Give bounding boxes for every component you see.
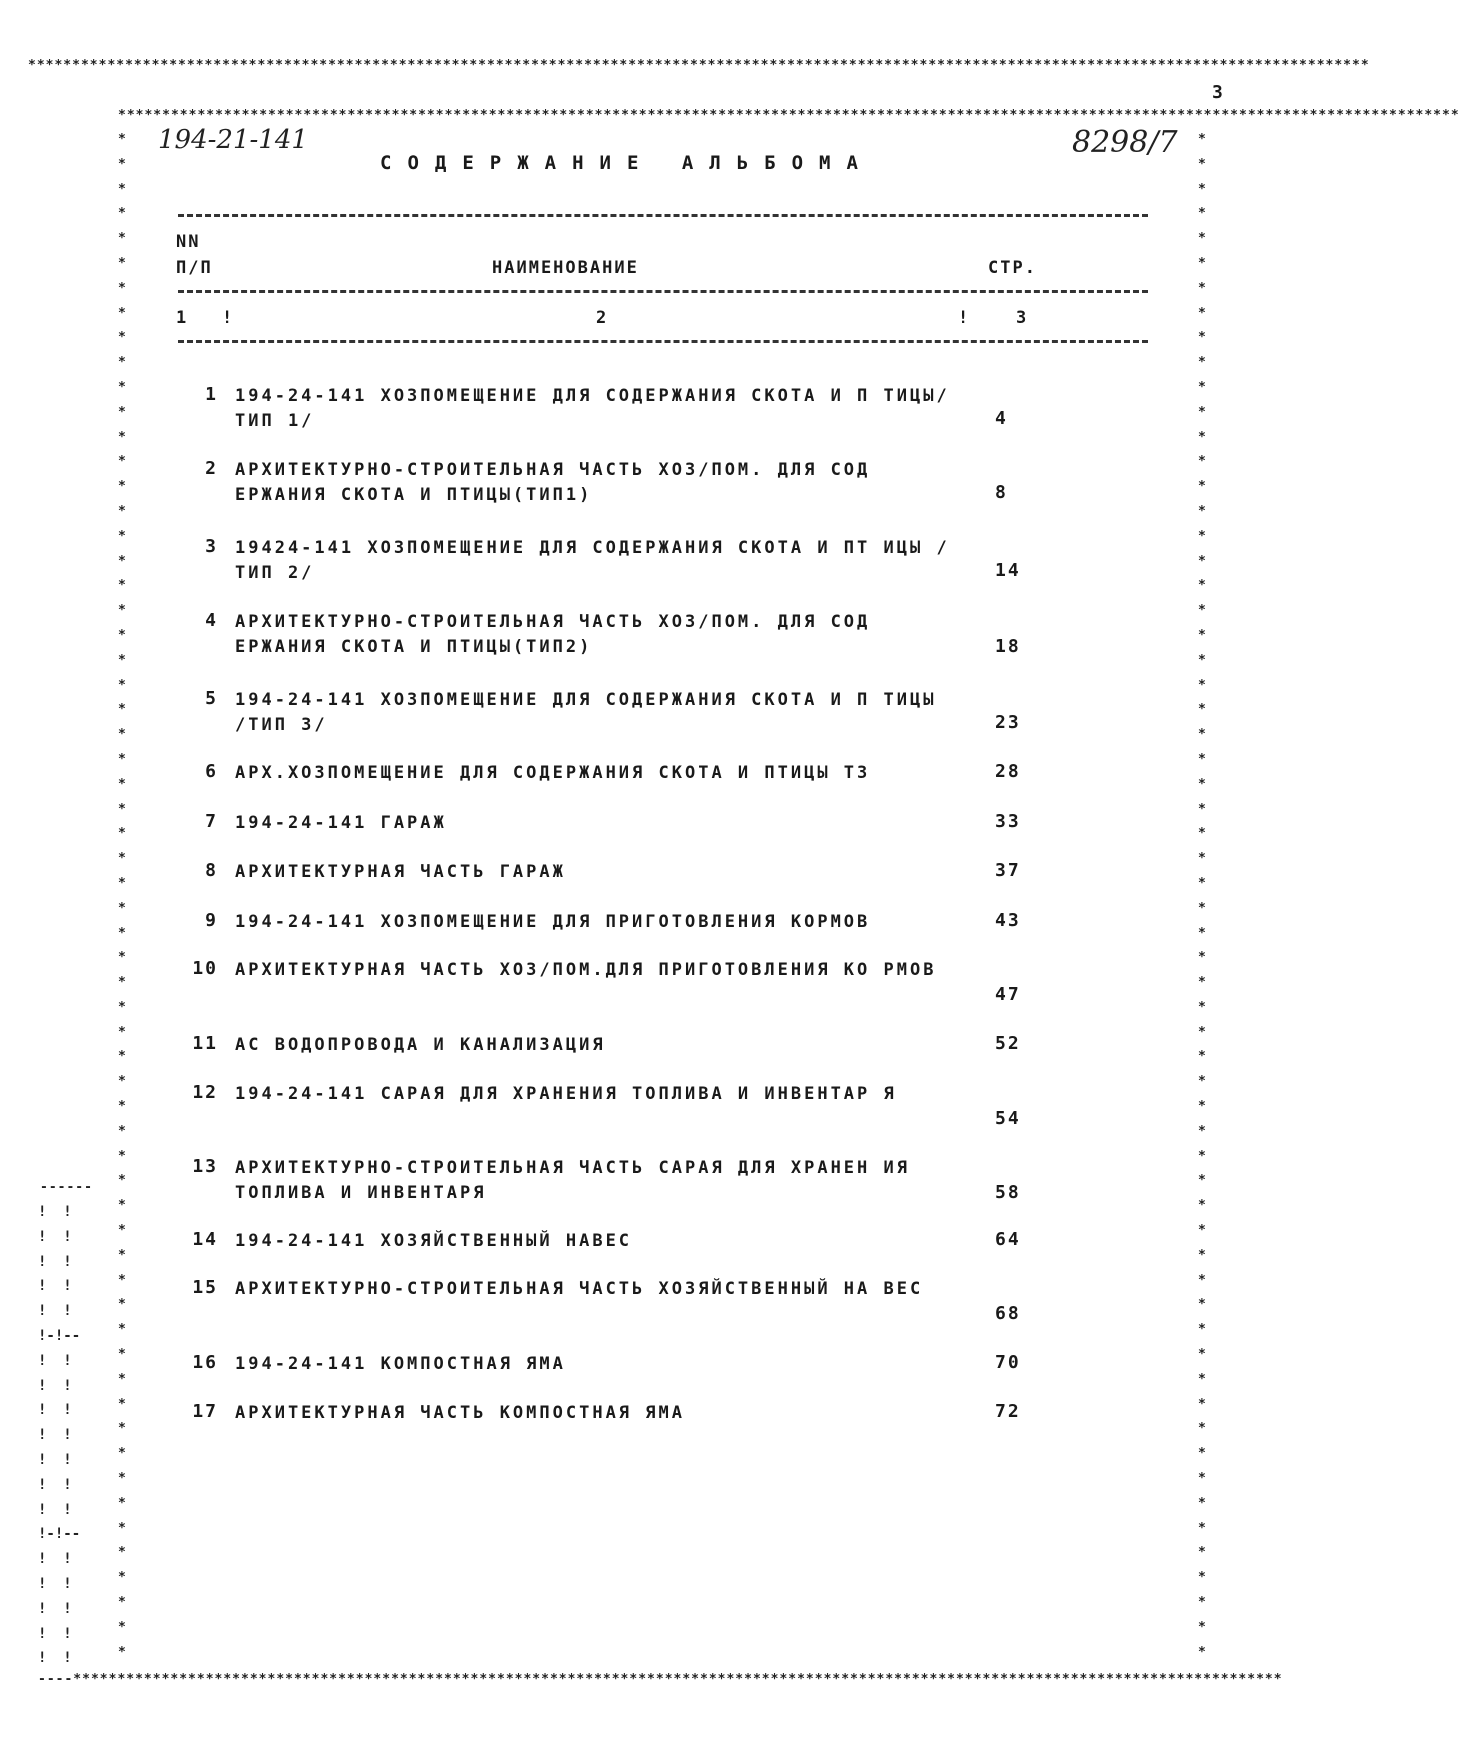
row-title: АС ВОДОПРОВОДА И КАНАЛИЗАЦИЯ — [235, 1035, 606, 1055]
row-number: 1 — [205, 384, 218, 405]
binding-marks: ! ! ! ! ! ! ! ! ! ! !-!-- ! ! ! ! ! ! ! ! ! ! ! ! ! ! !-!-- ! ! ! ! ! ! ! ! ! ! — [38, 1204, 81, 1667]
row-page: 37 — [995, 860, 1021, 881]
bottom-border: ----***************************************************************************************************************************************** — [38, 1672, 1283, 1687]
table-row — [180, 1082, 1060, 1132]
table-row — [180, 458, 1060, 508]
row-number: 12 — [192, 1082, 218, 1103]
row-page: 64 — [995, 1229, 1021, 1250]
table-row — [180, 1033, 1060, 1083]
handwritten-number: 8298/7 — [1072, 125, 1178, 160]
row-page: 43 — [995, 910, 1021, 931]
column-number-2: 2 — [596, 308, 609, 328]
header-bottom-rule — [178, 340, 1148, 343]
row-title: АРХИТЕКТУРНО-СТРОИТЕЛЬНАЯ ЧАСТЬ САРАЯ ДЛЯ ХРАНЕН ИЯ ТОПЛИВА И ИНВЕНТАРЯ — [235, 1158, 910, 1203]
header-page: СТР. — [988, 258, 1037, 278]
right-star-column: * * * * * * * * * * * * * * * * * * * * * * * * * * * * * * * * * * * * * * * * * * * * * * * * * * * * * * * * * * * * * * — [1198, 132, 1206, 1660]
column-number-3: 3 — [1016, 308, 1029, 328]
row-title: АРХИТЕКТУРНО-СТРОИТЕЛЬНАЯ ЧАСТЬ ХОЗ/ПОМ. ДЛЯ СОД ЕРЖАНИЯ СКОТА И ПТИЦЫ(ТИП2) — [235, 612, 871, 657]
table-row — [180, 1352, 1060, 1402]
row-number: 2 — [205, 458, 218, 479]
row-page: 14 — [995, 560, 1021, 581]
row-title: 194-24-141 ГАРАЖ — [235, 813, 447, 833]
page-title: СОДЕРЖАНИЕ АЛЬБОМА — [380, 152, 874, 174]
table-row — [180, 761, 1060, 811]
table-row — [180, 610, 1060, 660]
table-row — [180, 1401, 1060, 1451]
row-page: 18 — [995, 636, 1021, 657]
row-title: 194-24-141 ХОЗЯЙСТВЕННЫЙ НАВЕС — [235, 1231, 633, 1251]
row-page: 72 — [995, 1401, 1021, 1422]
header-nn: NN — [176, 232, 201, 252]
table-row — [180, 910, 1060, 960]
table-row — [180, 1156, 1060, 1206]
row-title: АРХ.ХОЗПОМЕЩЕНИЕ ДЛЯ СОДЕРЖАНИЯ СКОТА И ПТИЦЫ Т3 — [235, 763, 871, 783]
row-number: 7 — [205, 811, 218, 832]
header-pp: П/П — [176, 258, 213, 278]
row-title: АРХИТЕКТУРНАЯ ЧАСТЬ ХОЗ/ПОМ.ДЛЯ ПРИГОТОВЛЕНИЯ КО РМОВ — [235, 960, 937, 980]
binding-top-dashes: ------ — [40, 1180, 93, 1195]
row-number: 15 — [192, 1277, 218, 1298]
header-name: НАИМЕНОВАНИЕ — [492, 258, 639, 278]
row-number: 17 — [192, 1401, 218, 1422]
row-page: 28 — [995, 761, 1021, 782]
row-title: 194-24-141 КОМПОСТНАЯ ЯМА — [235, 1354, 566, 1374]
table-row — [180, 1277, 1060, 1327]
row-number: 6 — [205, 761, 218, 782]
header-middle-rule — [178, 290, 1148, 293]
row-title: 19424-141 ХОЗПОМЕЩЕНИЕ ДЛЯ СОДЕРЖАНИЯ СКОТА И ПТ ИЦЫ /ТИП 2/ — [235, 538, 950, 583]
table-row — [180, 1229, 1060, 1279]
row-page: 4 — [995, 408, 1008, 429]
row-number: 14 — [192, 1229, 218, 1250]
row-page: 68 — [995, 1303, 1021, 1324]
row-page: 33 — [995, 811, 1021, 832]
row-title: АРХИТЕКТУРНО-СТРОИТЕЛЬНАЯ ЧАСТЬ ХОЗЯЙСТВЕННЫЙ НА ВЕС — [235, 1279, 924, 1299]
row-title: 194-24-141 ХОЗПОМЕЩЕНИЕ ДЛЯ СОДЕРЖАНИЯ СКОТА И П ТИЦЫ/ТИП 1/ — [235, 386, 950, 431]
row-number: 8 — [205, 860, 218, 881]
table-row — [180, 860, 1060, 910]
row-title: 194-24-141 ХОЗПОМЕЩЕНИЕ ДЛЯ СОДЕРЖАНИЯ СКОТА И П ТИЦЫ /ТИП 3/ — [235, 690, 937, 735]
column-separator: ! — [222, 308, 235, 328]
top-inner-border: ******************************************************************************************************************************************************** — [118, 108, 1460, 123]
row-number: 5 — [205, 688, 218, 709]
row-number: 4 — [205, 610, 218, 631]
row-number: 13 — [192, 1156, 218, 1177]
row-number: 3 — [205, 536, 218, 557]
table-row — [180, 384, 1060, 434]
table-row — [180, 688, 1060, 738]
corner-page-number: 3 — [1212, 82, 1223, 103]
row-title: АРХИТЕКТУРНАЯ ЧАСТЬ КОМПОСТНАЯ ЯМА — [235, 1403, 685, 1423]
row-page: 8 — [995, 482, 1008, 503]
handwritten-code: 194-21-141 — [158, 125, 308, 155]
column-number-1: 1 — [176, 308, 189, 328]
top-outer-border: ******************************************************************************************************************************************************** — [28, 58, 1370, 73]
row-number: 10 — [192, 958, 218, 979]
row-title: 194-24-141 ХОЗПОМЕЩЕНИЕ ДЛЯ ПРИГОТОВЛЕНИЯ КОРМОВ — [235, 912, 871, 932]
table-row — [180, 811, 1060, 861]
header-top-rule — [178, 214, 1148, 217]
left-star-column: * * * * * * * * * * * * * * * * * * * * * * * * * * * * * * * * * * * * * * * * * * * * * * * * * * * * * * * * * * * * * * — [118, 132, 126, 1660]
row-number: 9 — [205, 910, 218, 931]
row-number: 16 — [192, 1352, 218, 1373]
column-separator: ! — [958, 308, 971, 328]
row-title: 194-24-141 САРАЯ ДЛЯ ХРАНЕНИЯ ТОПЛИВА И ИНВЕНТАР Я — [235, 1084, 897, 1104]
row-title: АРХИТЕКТУРНАЯ ЧАСТЬ ГАРАЖ — [235, 862, 566, 882]
row-title: АРХИТЕКТУРНО-СТРОИТЕЛЬНАЯ ЧАСТЬ ХОЗ/ПОМ. ДЛЯ СОД ЕРЖАНИЯ СКОТА И ПТИЦЫ(ТИП1) — [235, 460, 871, 505]
row-page: 54 — [995, 1108, 1021, 1129]
row-page: 58 — [995, 1182, 1021, 1203]
row-number: 11 — [192, 1033, 218, 1054]
table-row — [180, 958, 1060, 1008]
row-page: 23 — [995, 712, 1021, 733]
row-page: 70 — [995, 1352, 1021, 1373]
row-page: 52 — [995, 1033, 1021, 1054]
table-row — [180, 536, 1060, 586]
row-page: 47 — [995, 984, 1021, 1005]
